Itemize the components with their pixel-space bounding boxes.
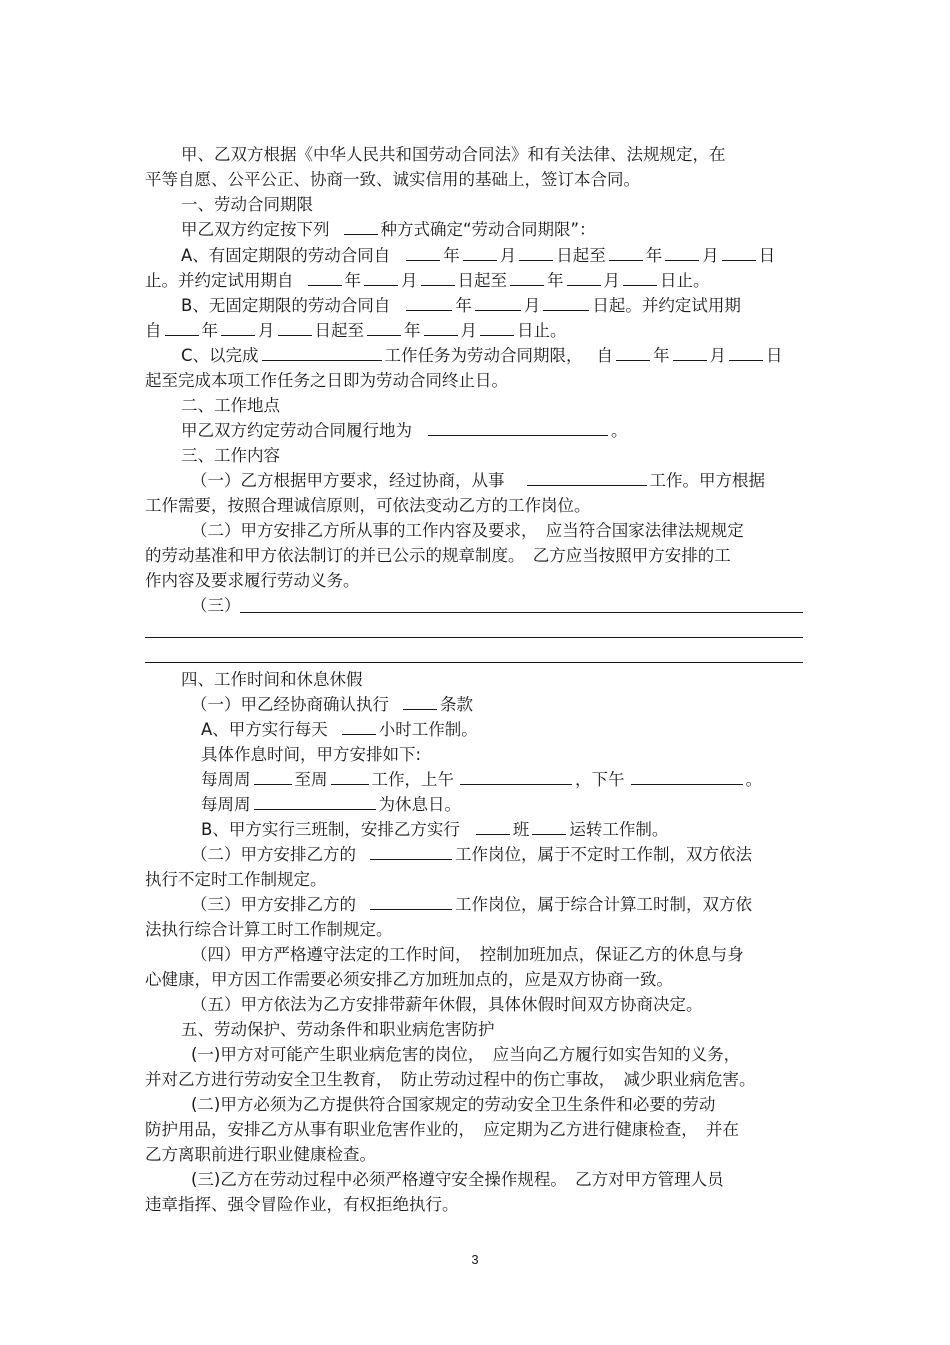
task-term-line — [181, 343, 805, 368]
job-blank[interactable] — [527, 468, 647, 486]
open-probation-start-year-blank[interactable] — [165, 318, 199, 336]
comprehensive-hours-line-2: 法执行综合计算工时工作制规定。 — [145, 920, 393, 939]
work-location-line — [181, 418, 841, 443]
year-label: 年 — [455, 296, 472, 315]
daily-hours-tail: 小时工作制。 — [378, 720, 478, 739]
overtime-line-2: 心健康，甲方因工作需要必须安排乙方加班加点的，应是双方协商一致。 — [145, 970, 673, 989]
flexible-post-blank[interactable] — [370, 842, 452, 860]
workday-end-blank[interactable] — [331, 767, 369, 785]
shift-line — [201, 817, 861, 842]
open-probation-start-month-blank[interactable] — [221, 318, 255, 336]
probation-end-month-blank[interactable] — [567, 268, 601, 286]
section-4-heading: 四、工作时间和休息休假 — [181, 670, 363, 689]
daily-hours-blank[interactable] — [342, 717, 376, 735]
probation-start-year-blank[interactable] — [308, 268, 342, 286]
weekly-schedule-line — [201, 767, 861, 792]
task-start-year-blank[interactable] — [616, 343, 650, 361]
section-2-heading: 二、工作地点 — [181, 396, 280, 415]
intro-line-2: 平等自愿、公平公正、协商一致、诚实信用的基础上，签订本合同。 — [145, 170, 640, 189]
week-label: 每周周 — [201, 770, 251, 789]
month-label: 月 — [401, 271, 418, 290]
open-start-day-blank[interactable] — [543, 293, 589, 311]
rest-day-line — [201, 792, 861, 817]
from-label: 自 — [596, 346, 614, 365]
task-start-day-blank[interactable] — [729, 343, 763, 361]
flexible-hours-label: （二）甲方安排乙方的 — [191, 845, 356, 864]
other-content-blank-1[interactable] — [240, 612, 803, 613]
job-content-line-2: 工作需要，按照合理诚信原则，可依法变动乙方的工作岗位。 — [145, 496, 591, 515]
probation-line — [145, 268, 805, 293]
section-3-heading: 三、工作内容 — [181, 446, 280, 465]
from-label: 自 — [145, 321, 162, 340]
probation-end-day-blank[interactable] — [623, 268, 657, 286]
end-label: 日止。 — [517, 321, 567, 340]
month-label: 月 — [499, 246, 517, 265]
task-term-label: C、以完成 — [181, 346, 259, 365]
safety-conditions-line-3: 乙方离职前进行职业健康检查。 — [145, 1145, 376, 1164]
probation-end-year-blank[interactable] — [510, 268, 544, 286]
daily-hours-label: A、甲方实行每天 — [201, 720, 328, 739]
comprehensive-hours-line-1 — [191, 892, 805, 917]
period-label: 。 — [745, 770, 762, 789]
annual-leave-line: （五）甲方依法为乙方安排带薪年休假，具体休假时间双方协商决定。 — [191, 995, 703, 1014]
job-content-line-1 — [191, 468, 805, 493]
comprehensive-hours-tail: 工作岗位，属于综合计算工时制，双方依 — [455, 895, 752, 914]
open-start-year-blank[interactable] — [406, 293, 452, 311]
open-probation-end-year-blank[interactable] — [367, 318, 401, 336]
comprehensive-hours-label: （三）甲方安排乙方的 — [191, 895, 356, 914]
fixed-end-year-blank[interactable] — [609, 243, 643, 261]
year-label: 年 — [404, 321, 421, 340]
open-term-line — [181, 293, 805, 318]
section-1-heading: 一、劳动合同期限 — [181, 195, 313, 214]
morning-hours-blank[interactable] — [460, 767, 572, 785]
year-label: 年 — [201, 321, 218, 340]
shift-count-blank[interactable] — [476, 817, 510, 835]
year-label: 年 — [547, 271, 564, 290]
open-start-month-blank[interactable] — [475, 293, 521, 311]
open-term-label: B、无固定期限的劳动合同自 — [181, 296, 391, 315]
open-probation-end-month-blank[interactable] — [424, 318, 458, 336]
open-probation-start-day-blank[interactable] — [278, 318, 312, 336]
job-content-tail: 工作。甲方根据 — [649, 471, 765, 490]
rest-day-blank[interactable] — [254, 792, 376, 810]
work-location-label: 甲乙双方约定劳动合同履行地为 — [181, 421, 412, 440]
job-requirement-line-1: （二）甲方安排乙方所从事的工作内容及要求， 应当符合国家法律法规规定 — [191, 521, 744, 540]
rotation-count-blank[interactable] — [532, 817, 566, 835]
task-term-mid: 工作任务为劳动合同期限， — [384, 346, 583, 365]
rotation-label: 运转工作制。 — [569, 820, 669, 839]
comprehensive-post-blank[interactable] — [370, 892, 452, 910]
task-blank[interactable] — [262, 343, 382, 361]
shift-unit-label: 班 — [512, 820, 530, 839]
fixed-start-year-blank[interactable] — [406, 243, 440, 261]
clause-label: 条款 — [440, 695, 473, 714]
fixed-end-day-blank[interactable] — [722, 243, 756, 261]
hazard-notice-line-1: (一)甲方对可能产生职业病危害的岗位， 应当向乙方履行如实告知的义务， — [191, 1045, 741, 1064]
month-label: 月 — [709, 346, 727, 365]
safety-rules-line-1: (三)乙方在劳动过程中必须严格遵守安全操作规程。 乙方对甲方管理人员 — [191, 1170, 724, 1189]
term-method-line — [181, 217, 841, 242]
day-from-label: 日起至 — [457, 271, 507, 290]
safety-conditions-line-1: (二)甲方必须为乙方提供符合国家规定的劳动安全卫生条件和必要的劳动 — [191, 1095, 716, 1114]
job-content-label: （一）乙方根据甲方要求，经过协商，从事 — [191, 471, 505, 490]
day-from-label: 日起至 — [556, 246, 606, 265]
open-term-tail: 日起。并约定试用期 — [592, 296, 741, 315]
afternoon-hours-blank[interactable] — [631, 767, 743, 785]
month-label: 月 — [603, 271, 620, 290]
fixed-end-month-blank[interactable] — [665, 243, 699, 261]
year-label: 年 — [344, 271, 361, 290]
probation-start-month-blank[interactable] — [364, 268, 398, 286]
day-label: 日 — [758, 246, 776, 265]
year-label: 年 — [443, 246, 460, 265]
workday-start-blank[interactable] — [254, 767, 292, 785]
fixed-term-label: A、有固定期限的劳动合同自 — [181, 246, 391, 265]
fixed-start-month-blank[interactable] — [463, 243, 497, 261]
page-number: 3 — [471, 1252, 479, 1267]
term-method-blank[interactable] — [344, 217, 378, 235]
task-start-month-blank[interactable] — [673, 343, 707, 361]
hours-clause-line — [191, 692, 851, 717]
end-label: 日止。 — [660, 271, 710, 290]
pm-label: ，下午 — [575, 770, 625, 789]
safety-rules-line-2: 违章指挥、强令冒险作业，有权拒绝执行。 — [145, 1195, 459, 1214]
to-week-label: 至周 — [294, 770, 328, 789]
open-probation-end-day-blank[interactable] — [480, 318, 514, 336]
year-label: 年 — [645, 246, 663, 265]
other-content-blank-3[interactable] — [145, 662, 803, 663]
fixed-term-line — [181, 243, 805, 268]
month-label: 月 — [702, 246, 719, 265]
daily-hours-line — [201, 717, 861, 742]
day-from-label: 日起至 — [314, 321, 364, 340]
year-label: 年 — [653, 346, 670, 365]
month-label: 月 — [460, 321, 477, 340]
week-label: 每周周 — [201, 795, 251, 814]
flexible-hours-line-2: 执行不定时工作制规定。 — [145, 870, 327, 889]
day-label: 日 — [766, 346, 783, 365]
rest-label: 为休息日。 — [378, 795, 461, 814]
open-probation-line — [145, 318, 805, 343]
job-requirement-line-3: 作内容及要求履行劳动义务。 — [145, 571, 360, 590]
job-requirement-line-2: 的劳动基准和甲方依法制订的并已公示的规章制度。 乙方应当按照甲方安排的工 — [145, 546, 731, 565]
schedule-line: 具体作息时间，甲方安排如下: — [201, 745, 422, 764]
other-content-label: （三） — [191, 596, 241, 615]
overtime-line-1: （四）甲方严格遵守法定的工作时间， 控制加班加点，保证乙方的休息与身 — [191, 945, 744, 964]
hours-clause-label: （一）甲乙经协商确认执行 — [191, 695, 389, 714]
month-label: 月 — [523, 296, 541, 315]
intro-line-1: 甲、乙双方根据《中华人民共和国劳动合同法》和有关法律、法规规定，在 — [181, 145, 726, 164]
work-am-label: 工作，上午 — [371, 770, 454, 789]
shift-label: B、甲方实行三班制，安排乙方实行 — [201, 820, 460, 839]
fixed-start-day-blank[interactable] — [519, 243, 553, 261]
work-location-blank[interactable] — [428, 418, 608, 436]
hours-clause-blank[interactable] — [403, 692, 437, 710]
probation-start-day-blank[interactable] — [421, 268, 455, 286]
period-label: 。 — [611, 421, 628, 440]
other-content-blank-2[interactable] — [145, 637, 803, 638]
term-method-label: 甲乙双方约定按下列 — [181, 220, 330, 239]
term-method-label-2: 种方式确定“劳动合同期限”： — [380, 220, 596, 239]
safety-conditions-line-2: 防护用品，安排乙方从事有职业危害作业的， 应定期为乙方进行健康检查， 并在 — [145, 1120, 739, 1139]
probation-label: 止。并约定试用期自 — [145, 271, 294, 290]
flexible-hours-tail: 工作岗位，属于不定时工作制，双方依法 — [455, 845, 752, 864]
section-5-heading: 五、劳动保护、劳动条件和职业病危害防护 — [181, 1020, 495, 1039]
task-term-line-2: 起至完成本项工作任务之日即为劳动合同终止日。 — [145, 371, 508, 390]
month-label: 月 — [258, 321, 275, 340]
hazard-notice-line-2: 并对乙方进行劳动安全卫生教育， 防止劳动过程中的伤亡事故， 减少职业病危害。 — [145, 1070, 756, 1089]
flexible-hours-line-1 — [191, 842, 805, 867]
